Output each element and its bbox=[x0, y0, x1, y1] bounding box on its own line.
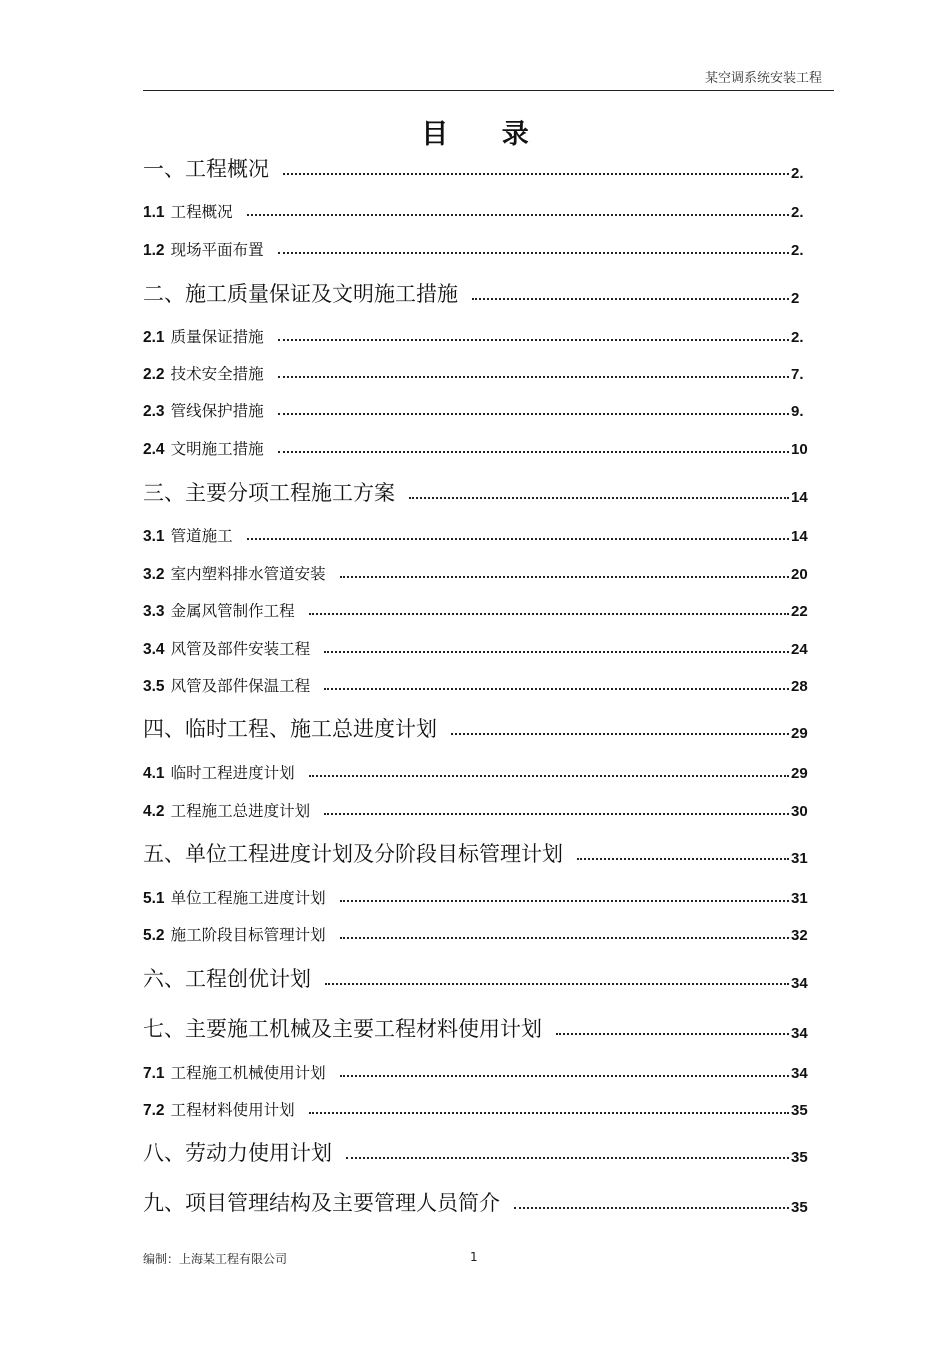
dot-leader bbox=[324, 651, 789, 653]
toc-label: 技术安全措施 bbox=[170, 365, 264, 383]
toc-page: 29 bbox=[791, 765, 808, 782]
toc-number: 1.2 bbox=[143, 242, 165, 259]
toc-number: 3.4 bbox=[143, 641, 165, 658]
toc-label: 工程概况 bbox=[170, 203, 233, 221]
toc-number: 5.2 bbox=[143, 927, 165, 944]
toc-entry[interactable] bbox=[143, 599, 813, 621]
toc-entry[interactable] bbox=[143, 153, 813, 183]
footer-page-number: 1 bbox=[470, 1250, 478, 1264]
toc-number: 2.2 bbox=[143, 366, 165, 383]
toc-page: 34 bbox=[791, 1025, 808, 1042]
toc-page: 35 bbox=[791, 1102, 808, 1119]
toc-label: 风管及部件安装工程 bbox=[170, 640, 311, 658]
toc-entry[interactable] bbox=[143, 278, 813, 308]
toc-page: 2. bbox=[791, 329, 804, 346]
toc-page: 2 bbox=[791, 290, 800, 307]
toc-page: 31 bbox=[791, 890, 808, 907]
toc-entry[interactable] bbox=[143, 562, 813, 584]
toc-number: 3.3 bbox=[143, 603, 165, 620]
toc-entry[interactable] bbox=[143, 674, 813, 696]
toc-page: 2. bbox=[791, 165, 804, 182]
toc-entry[interactable] bbox=[143, 923, 813, 945]
toc-entry[interactable] bbox=[143, 200, 813, 222]
toc-label: 六、工程创优计划 bbox=[143, 967, 311, 991]
toc-number: 4.2 bbox=[143, 803, 165, 820]
toc-page: 14 bbox=[791, 528, 808, 545]
toc-label: 室内塑料排水管道安装 bbox=[170, 565, 326, 583]
toc-label: 文明施工措施 bbox=[170, 440, 264, 458]
toc-label: 工程施工机械使用计划 bbox=[170, 1064, 326, 1082]
toc-label: 质量保证措施 bbox=[170, 328, 264, 346]
dot-leader bbox=[577, 858, 789, 860]
dot-leader bbox=[309, 613, 789, 615]
toc-label: 七、主要施工机械及主要工程材料使用计划 bbox=[143, 1017, 542, 1041]
footer-editor: 编制：上海某工程有限公司 bbox=[143, 1252, 288, 1266]
toc-page: 14 bbox=[791, 489, 808, 506]
toc-number: 3.1 bbox=[143, 528, 165, 545]
dot-leader bbox=[409, 497, 789, 499]
toc-entry[interactable] bbox=[143, 799, 813, 821]
toc-label: 工程施工总进度计划 bbox=[170, 802, 311, 820]
dot-leader bbox=[278, 376, 789, 378]
toc-page: 30 bbox=[791, 803, 808, 820]
toc-number: 4.1 bbox=[143, 765, 165, 782]
dot-leader bbox=[309, 1112, 789, 1114]
toc-entry[interactable] bbox=[143, 437, 813, 459]
toc-label: 四、临时工程、施工总进度计划 bbox=[143, 717, 437, 741]
toc-label: 工程材料使用计划 bbox=[170, 1101, 295, 1119]
toc-label: 管线保护措施 bbox=[170, 402, 264, 420]
toc-number: 2.1 bbox=[143, 329, 165, 346]
dot-leader bbox=[283, 173, 789, 175]
toc-entry[interactable] bbox=[143, 761, 813, 783]
toc-page: 20 bbox=[791, 566, 808, 583]
toc-label: 九、项目管理结构及主要管理人员简介 bbox=[143, 1191, 500, 1215]
dot-leader bbox=[278, 252, 789, 254]
toc-entry[interactable] bbox=[143, 838, 813, 868]
toc-page: 24 bbox=[791, 641, 808, 658]
toc-page: 10 bbox=[791, 441, 808, 458]
toc-entry[interactable] bbox=[143, 362, 813, 384]
dot-leader bbox=[278, 451, 789, 453]
toc-entry[interactable] bbox=[143, 238, 813, 260]
toc-label: 现场平面布置 bbox=[170, 241, 264, 259]
dot-leader bbox=[247, 538, 789, 540]
toc-entry[interactable] bbox=[143, 524, 813, 546]
dot-leader bbox=[340, 900, 789, 902]
toc-entry[interactable] bbox=[143, 399, 813, 421]
toc-page: 2. bbox=[791, 204, 804, 221]
toc-label: 金属风管制作工程 bbox=[170, 602, 295, 620]
dot-leader bbox=[346, 1157, 789, 1159]
running-header: 某空调系统安装工程 bbox=[704, 71, 822, 86]
dot-leader bbox=[556, 1033, 789, 1035]
toc-entry[interactable] bbox=[143, 1013, 813, 1043]
toc-number: 7.1 bbox=[143, 1065, 165, 1082]
toc-page: 28 bbox=[791, 678, 808, 695]
toc-entry[interactable] bbox=[143, 325, 813, 347]
toc-number: 3.2 bbox=[143, 566, 165, 583]
toc-entry[interactable] bbox=[143, 963, 813, 993]
dot-leader bbox=[325, 983, 789, 985]
page-title: 目 录 bbox=[421, 119, 551, 150]
dot-leader bbox=[340, 576, 789, 578]
toc-entry[interactable] bbox=[143, 713, 813, 743]
toc-page: 9. bbox=[791, 403, 804, 420]
toc-number: 7.2 bbox=[143, 1102, 165, 1119]
toc-number: 3.5 bbox=[143, 678, 165, 695]
toc-entry[interactable] bbox=[143, 1098, 813, 1120]
toc-label: 单位工程施工进度计划 bbox=[170, 889, 326, 907]
toc-page: 32 bbox=[791, 927, 808, 944]
toc-page: 34 bbox=[791, 1065, 808, 1082]
toc-page: 2. bbox=[791, 242, 804, 259]
toc-page: 7. bbox=[791, 366, 804, 383]
toc-entry[interactable] bbox=[143, 886, 813, 908]
toc-entry[interactable] bbox=[143, 1137, 813, 1167]
dot-leader bbox=[451, 733, 789, 735]
toc-page: 35 bbox=[791, 1199, 808, 1216]
toc-number: 2.4 bbox=[143, 441, 165, 458]
toc-label: 风管及部件保温工程 bbox=[170, 677, 311, 695]
toc-page: 22 bbox=[791, 603, 808, 620]
toc-page: 34 bbox=[791, 975, 808, 992]
dot-leader bbox=[309, 775, 789, 777]
dot-leader bbox=[247, 214, 789, 216]
toc-label: 五、单位工程进度计划及分阶段目标管理计划 bbox=[143, 842, 563, 866]
toc-label: 二、施工质量保证及文明施工措施 bbox=[143, 282, 458, 306]
toc-number: 2.3 bbox=[143, 403, 165, 420]
dot-leader bbox=[278, 413, 789, 415]
toc-entry[interactable] bbox=[143, 477, 813, 507]
dot-leader bbox=[278, 339, 789, 341]
dot-leader bbox=[472, 298, 789, 300]
toc-number: 1.1 bbox=[143, 204, 165, 221]
table-of-contents bbox=[143, 0, 843, 1345]
toc-entry[interactable] bbox=[143, 1187, 813, 1217]
dot-leader bbox=[514, 1207, 789, 1209]
toc-label: 三、主要分项工程施工方案 bbox=[143, 481, 395, 505]
toc-label: 临时工程进度计划 bbox=[170, 764, 295, 782]
dot-leader bbox=[324, 688, 789, 690]
dot-leader bbox=[340, 937, 789, 939]
toc-page: 29 bbox=[791, 725, 808, 742]
dot-leader bbox=[324, 813, 789, 815]
toc-label: 一、工程概况 bbox=[143, 157, 269, 181]
toc-page: 31 bbox=[791, 850, 808, 867]
toc-label: 八、劳动力使用计划 bbox=[143, 1141, 332, 1165]
toc-entry[interactable] bbox=[143, 637, 813, 659]
toc-label: 管道施工 bbox=[170, 527, 233, 545]
toc-number: 5.1 bbox=[143, 890, 165, 907]
toc-page: 35 bbox=[791, 1149, 808, 1166]
toc-label: 施工阶段目标管理计划 bbox=[170, 926, 326, 944]
toc-entry[interactable] bbox=[143, 1061, 813, 1083]
dot-leader bbox=[340, 1075, 789, 1077]
